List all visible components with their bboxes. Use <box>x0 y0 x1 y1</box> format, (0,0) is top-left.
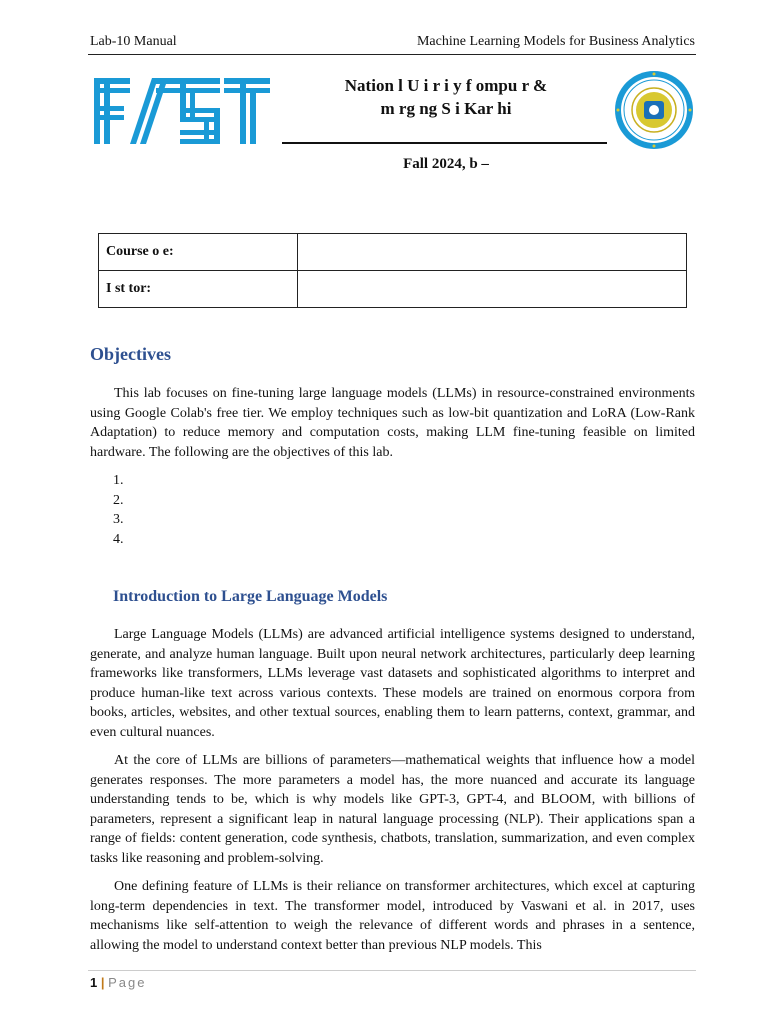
footer-divider <box>88 970 696 971</box>
table-row <box>99 234 687 271</box>
list-item: 4. <box>113 531 124 547</box>
course-info-table <box>98 233 687 308</box>
header-right-text: Machine Learning Models for Business Analytics <box>416 34 695 49</box>
list-item: 3. <box>113 512 124 527</box>
objectives-list <box>113 471 124 549</box>
list-item: 1. <box>113 473 124 488</box>
seal-graphic <box>614 70 694 150</box>
course-code-label: Course o e: <box>99 234 298 271</box>
footer-separator: | <box>100 975 105 990</box>
fast-logo <box>94 76 270 146</box>
fast-logo-graphic <box>94 76 270 146</box>
semester-text: Fall 2024, b – <box>403 156 489 172</box>
page-footer <box>90 975 147 990</box>
objectives-heading: Objectives <box>90 344 171 364</box>
course-code-value <box>298 234 687 271</box>
university-name-line2: m rg ng S i Kar hi <box>380 99 512 118</box>
instructor-value <box>298 271 687 308</box>
page-number: 1 <box>90 975 98 990</box>
title-divider <box>282 142 607 144</box>
header-left-text: Lab-10 Manual <box>90 34 177 49</box>
intro-paragraph-2: At the core of LLMs are billions of parameters—mathematical weights that influence how a model generates responses. The more parameters a model has, the more nuanced and accurate its language understanding tends to be, which is why models like GPT-3, GPT-4, and BLOOM, with billions of parameters, represent a significant leap in natural language processing (NLP). Their applications span a range of fields: content generation, code synthesis, chatbots, translation, summarization, and even complex tasks like reasoning and problem-solving. <box>90 753 695 866</box>
intro-paragraph-1: Large Language Models (LLMs) are advanced artificial intelligence systems designed to understand, generate, and analyze human language. Built upon neural network architectures, particularly deep learning frameworks like transformers, LLMs leverage vast datasets and sophisticated algorithms to interpret and produce human-like text across various contexts. These models are trained on enormous corpora from books, articles, websites, and other textual sources, enabling them to learn patterns, context, grammar, and even cultural nuances. <box>90 627 695 740</box>
university-seal-logo <box>614 70 694 150</box>
objectives-paragraph: This lab focuses on fine-tuning large language models (LLMs) in resource-constrained environments using Google Colab's free tier. We employ techniques such as low-bit quantization and LoRA (Low-Rank Adaptation) to reduce memory and computation costs, making LLM fine-tuning feasible on limited hardware. The following are the objectives of this lab. <box>90 386 695 460</box>
list-item: 2. <box>113 492 124 508</box>
header-divider <box>88 54 696 55</box>
intro-paragraph-3: One defining feature of LLMs is their reliance on transformer architectures, which excel at capturing long-term dependencies in text. The transformer model, introduced by Vaswani et al. in 2017, uses mechanisms like self-attention to weigh the relevance of different words and phrases in a sentence, allowing the model to understand context better than previous NLP models. This <box>90 879 695 953</box>
table-row <box>99 271 687 308</box>
instructor-label: I st tor: <box>99 271 298 308</box>
university-name-line1: Nation l U i r i y f ompu r & <box>344 76 548 95</box>
university-name <box>282 74 610 120</box>
page-label: Page <box>108 975 147 990</box>
intro-heading: Introduction to Large Language Models <box>113 588 388 605</box>
